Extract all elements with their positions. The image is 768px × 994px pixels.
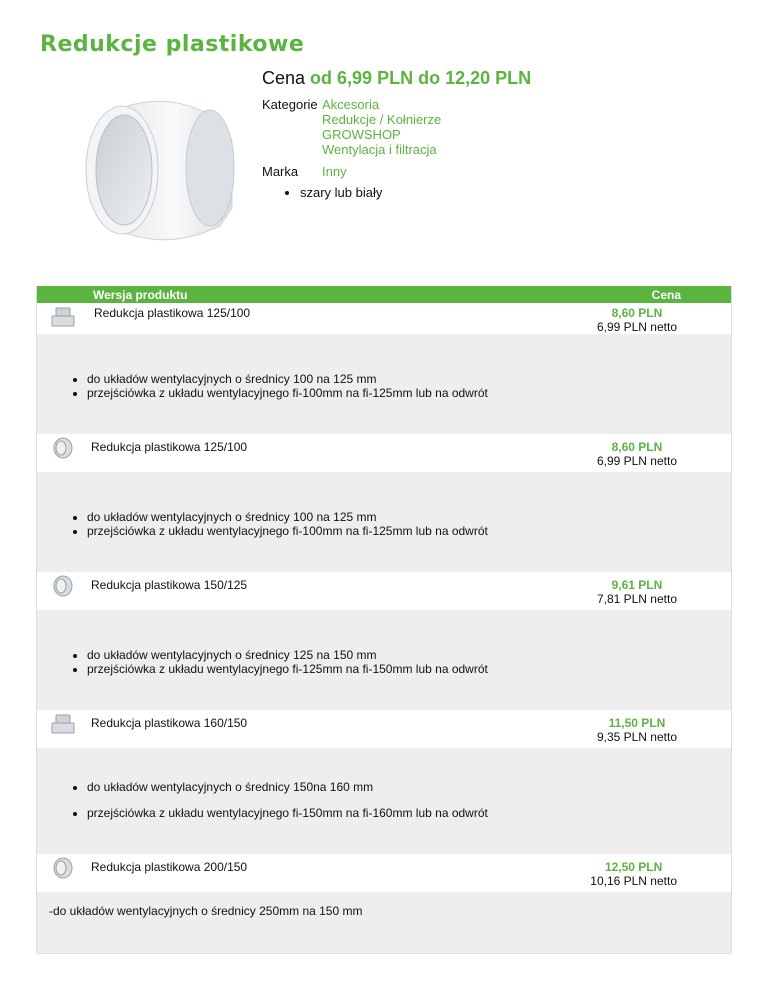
- bullet-item: • do układów wentylacyjnych o średnicy 125 na 150 mm: [87, 648, 488, 662]
- brand-link[interactable]: Inny: [322, 164, 347, 179]
- variant-description: [37, 334, 731, 434]
- header-version: Wersja produktu: [93, 288, 188, 302]
- gross-price: 8,60 PLN: [611, 306, 663, 320]
- bullet-item: • przejściówka z układu wentylacyjnego fi-150mm na fi-160mm lub na odwrót: [87, 806, 488, 820]
- header-price: Cena: [651, 288, 681, 302]
- variant-name[interactable]: Redukcja plastikowa 160/150: [91, 716, 248, 730]
- bullet-item: • do układów wentylacyjnych o średnicy 100 na 125 mm: [87, 372, 488, 386]
- variant-row: [37, 303, 731, 334]
- gross-price: 8,60 PLN: [611, 440, 663, 454]
- reducer-front-icon: [49, 575, 77, 597]
- table-row: [37, 434, 731, 572]
- variant-row: [37, 854, 731, 892]
- variant-name[interactable]: Redukcja plastikowa 125/100: [91, 440, 248, 454]
- variant-description: [37, 610, 731, 710]
- variant-description: [37, 892, 731, 953]
- reducer-front-icon: [49, 437, 77, 459]
- variant-name[interactable]: Redukcja plastikowa 125/100: [94, 306, 251, 320]
- category-link[interactable]: Wentylacja i filtracja: [322, 142, 437, 157]
- category-link[interactable]: Redukcje / Kołnierze: [322, 112, 442, 127]
- net-price: 6,99 PLN netto: [596, 454, 677, 468]
- table-row: [37, 854, 731, 953]
- net-price: 9,35 PLN netto: [596, 730, 677, 744]
- table-header: [37, 286, 731, 303]
- variant-description: [37, 472, 731, 572]
- variant-price: [597, 716, 677, 744]
- reducer-front-icon: [49, 857, 77, 879]
- categories-label: Kategorie: [262, 97, 318, 112]
- reducer-side-icon: [49, 713, 77, 735]
- net-price: 10,16 PLN netto: [590, 874, 677, 888]
- variant-price: [597, 306, 677, 334]
- variant-bullets: [37, 372, 488, 400]
- price-range-line: [262, 68, 531, 89]
- variant-name[interactable]: Redukcja plastikowa 200/150: [91, 860, 248, 874]
- bullet-item: • do układów wentylacyjnych o średnicy 150na 160 mm: [87, 780, 488, 794]
- variant-note: -do układów wentylacyjnych o średnicy 250mm na 150 mm: [49, 904, 363, 918]
- category-link[interactable]: GROWSHOP: [322, 127, 401, 142]
- bullet-item: • do układów wentylacyjnych o średnicy 100 na 125 mm: [87, 510, 488, 524]
- table-row: [37, 303, 731, 434]
- variant-row: [37, 434, 731, 472]
- categories-list: [322, 97, 441, 157]
- brand-label: Marka: [262, 164, 299, 179]
- reducer-side-icon: [49, 306, 77, 328]
- variant-price: [597, 578, 677, 606]
- gross-price: 11,50 PLN: [608, 716, 666, 730]
- product-image[interactable]: [60, 80, 250, 260]
- table-row: [37, 710, 731, 854]
- price-label: Cena: [262, 68, 306, 88]
- bullet-item: • przejściówka z układu wentylacyjnego fi-100mm na fi-125mm lub na odwrót: [87, 524, 488, 538]
- table-row: [37, 572, 731, 710]
- variant-description: [37, 748, 731, 854]
- variant-name[interactable]: Redukcja plastikowa 150/125: [91, 578, 248, 592]
- bullet-item: • przejściówka z układu wentylacyjnego fi-125mm na fi-150mm lub na odwrót: [87, 662, 488, 676]
- category-link[interactable]: Akcesoria: [322, 97, 380, 112]
- variant-row: [37, 710, 731, 748]
- net-price: 6,99 PLN netto: [596, 320, 677, 334]
- gross-price: 9,61 PLN: [611, 578, 663, 592]
- variant-row: [37, 572, 731, 610]
- variant-bullets: [37, 648, 488, 676]
- gross-price: 12,50 PLN: [604, 860, 663, 874]
- bullet-item: • przejściówka z układu wentylacyjnego fi-100mm na fi-125mm lub na odwrót: [87, 386, 488, 400]
- feature-list: [280, 185, 382, 200]
- variant-bullets: [37, 510, 488, 538]
- variants-table: [36, 286, 732, 954]
- price-range: od 6,99 PLN do 12,20 PLN: [310, 68, 532, 88]
- variant-price: [590, 860, 677, 888]
- net-price: 7,81 PLN netto: [596, 592, 677, 606]
- variant-bullets: [37, 780, 488, 820]
- page-title: Redukcje plastikowe: [40, 32, 305, 57]
- variant-price: [597, 440, 677, 468]
- feature-item: • szary lub biały: [300, 185, 382, 200]
